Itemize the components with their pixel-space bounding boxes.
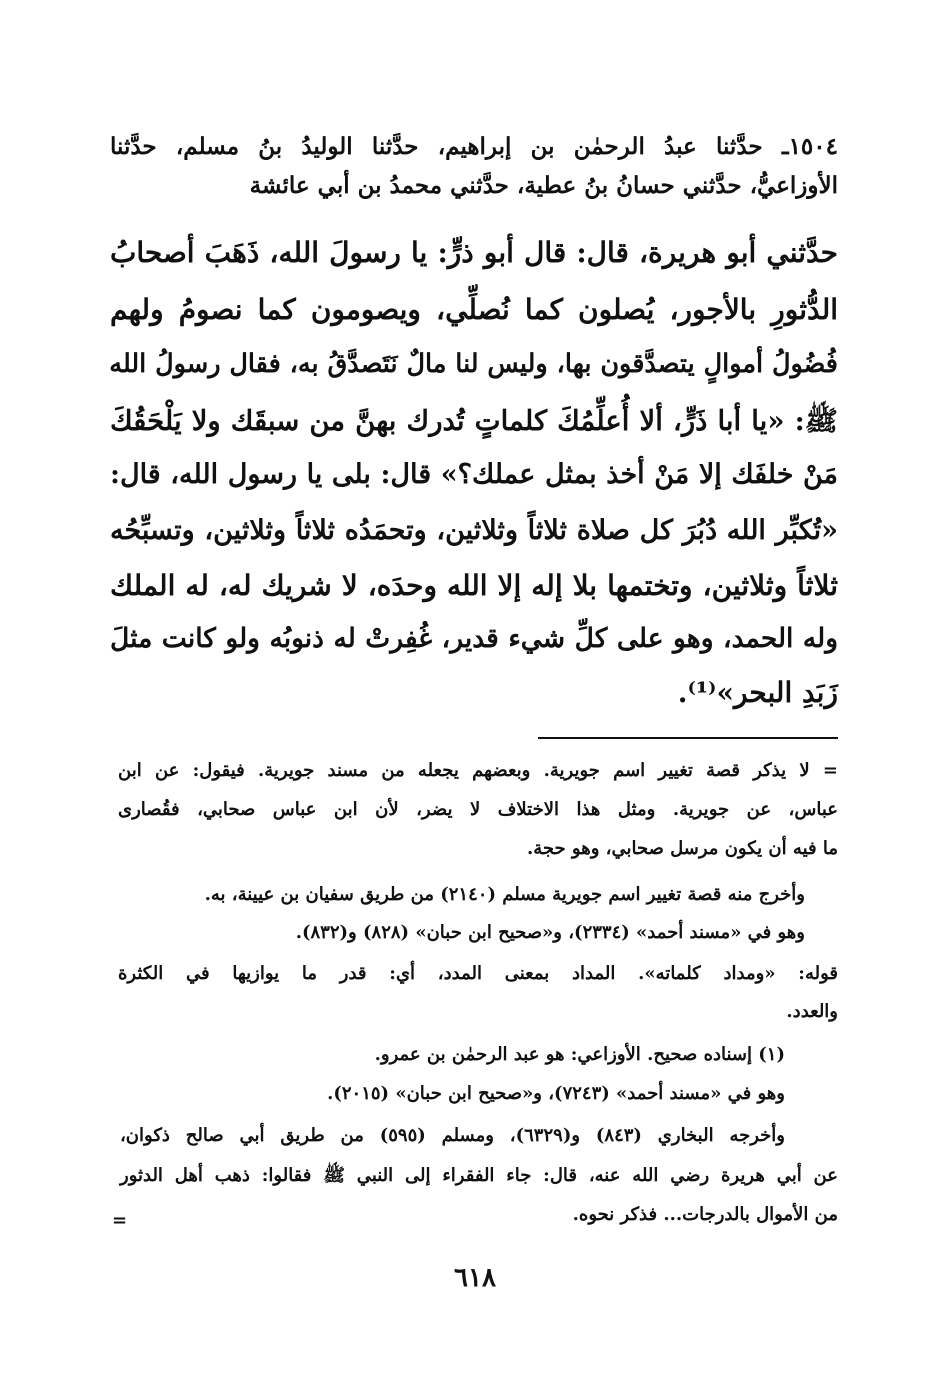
footnote-line: وأخرجه البخاري (٨٤٣) و(٦٣٢٩)، ومسلم (٥٩٥) من طريق أبي صالح ذكوان، [120,1125,785,1146]
footnote-line: وهو في «مسند أحمد» (٧٢٤٣)، و«صحيح ابن حبان» (٢٠١٥). [327,1083,785,1104]
matn-line: الدُّثورِ بالأجور، يُصلون كما نُصلِّي، ويصومون كما نصومُ ولهم [110,293,838,326]
footnote-line: ما فيه أن يكون مرسل صحابي، وهو حجة. [526,838,838,859]
continuation-mark: = [112,1210,128,1231]
matn-line: فُضُولُ أموالٍ يتصدَّقون بها، وليس لنا مالٌ نَتَصدَّقُ به، فقال رسولُ الله [109,349,838,379]
footnote-line: (١) إسناده صحيح. الأوزاعي: هو عبد الرحمٰن بن عمرو. [374,1044,785,1065]
isnad-line: الأوزاعيُّ، حدَّثني حسانُ بنُ عطية، حدَّثني محمدُ بن أبي عائشة [249,172,838,199]
footnote-separator [538,737,838,739]
isnad-line: ١٥٠٤ـ حدَّثنا عبدُ الرحمٰن بن إبراهيم، حدَّثنا الوليدُ بنُ مسلم، حدَّثنا [110,133,838,160]
footnote-line: عن أبي هريرة رضي الله عنه، قال: جاء الفقراء إلى النبي ﷺ فقالوا: ذهب أهل الدثور [120,1165,838,1186]
matn-line: وله الحمد، وهو على كلِّ شيء قدير، غُفِرتْ له ذنوبُه ولو كانت مثلَ [110,623,838,654]
footnote-line: قوله: «ومداد كلماته». المداد بمعنى المدد، أي: قدر ما يوازيها في الكثرة [118,963,838,984]
matn-line: زَبَدِ البحر»⁽¹⁾. [677,676,838,709]
matn-line: مَنْ خلفَك إلا مَنْ أخذ بمثل عملك؟» قال: بلى يا رسول الله، قال: [110,459,838,490]
footnote-line: والعدد. [786,1001,838,1022]
matn-line: حدَّثني أبو هريرة، قال: قال أبو ذرٍّ: يا رسولَ الله، ذَهَبَ أصحابُ [110,236,838,269]
footnote-line: وأخرج منه قصة تغيير اسم جويرية مسلم (٢١٤٠) من طريق سفيان بن عيينة، به. [204,884,805,905]
footnote-line: = لا يذكر قصة تغيير اسم جويرية. وبعضهم يجعله من مسند جويرية. فيقول: عن ابن [118,760,838,781]
matn-line: ﷺ: «يا أبا ذَرٍّ، ألا أُعلِّمُكَ كلماتٍ تُدرك بهنَّ من سبقَك ولا يَلْحَقُكَ [110,405,838,437]
matn-line: «تُكبِّر الله دُبُرَ كل صلاة ثلاثاً وثلاثين، وتحمَدُه ثلاثاً وثلاثين، وتسبِّحُه [110,515,838,546]
page-number: ٦١٨ [454,1263,496,1293]
footnote-line: عباس، عن جويرية. ومثل هذا الاختلاف لا يضر، لأن ابن عباس صحابي، فقُصارى [118,799,838,820]
matn-line: ثلاثاً وثلاثين، وتختمها بلا إله إلا الله وحدَه، لا شريك له، له الملك [110,569,838,602]
footnote-line: وهو في «مسند أحمد» (٢٣٣٤)، و«صحيح ابن حبان» (٨٢٨) و(٨٣٢). [295,922,805,943]
footnote-line: من الأموال بالدرجات... فذكر نحوه. [572,1204,838,1225]
